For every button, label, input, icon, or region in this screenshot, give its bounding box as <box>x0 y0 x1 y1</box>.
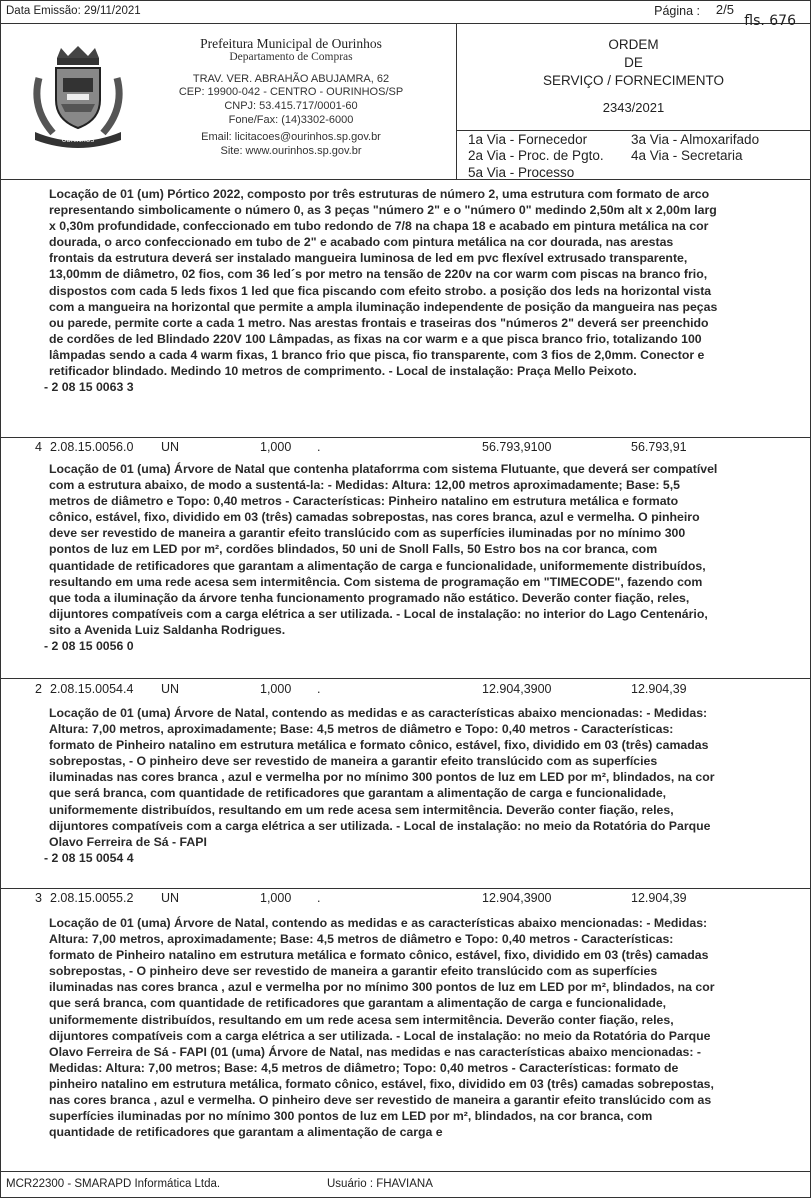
org-email: Email: licitacoes@ourinhos.sp.gov.br <box>201 130 381 143</box>
org-address-line2: CEP: 19900-042 - CENTRO - OURINHOS/SP <box>178 86 404 99</box>
item-unit-price: 12.904,3900 <box>482 891 552 905</box>
item-total: 56.793,91 <box>631 440 687 454</box>
order-number: 2343/2021 <box>602 100 665 115</box>
document-header <box>1 24 810 180</box>
org-name: Prefeitura Municipal de Ourinhos <box>200 36 382 51</box>
item-dot: . <box>317 682 321 696</box>
order-title-line2: DE <box>624 55 643 70</box>
item-description-text: Locação de 01 (uma) Árvore de Natal, contendo as medidas e as características abaixo mencionadas: - Medidas: Altura: 7,00 metros, aproximadamente; Base: 4,5 metros de diâmetro e Topo: 0,40 metros - Características: formato de Pinheiro natalino em estrutura metálica e formato cônico, estável, fixo, dividido em 03 (três) camadas sobrepostas, - O pinheiro deve ser revestido de maneira a garantir efeito translúcido com as superfícies iluminadas nas cores branca , azul e vermelha por no mínimo 300 pontos de luz em LED por m², blindados, na cor que será branca, com quantidade de retificadores que garantam a alimentação de carga e funcionalidade, uniformemente distribuídos, resultando em um rede acesa sem intermitência. Deverão conter fiação, reles, dijuntores compatíveis com a carga elétrica a ser utilizada. - Local de instalação: no meio da Rotatória do Parque Olavo Ferreira de Sá - FAPI <box>49 706 715 849</box>
via-2: 2a Via - Proc. de Pgto. <box>468 148 604 164</box>
item-seq: 4 <box>35 440 42 454</box>
item-code: - 2 08 15 0063 3 <box>44 380 134 395</box>
item-code: - 2 08 15 0054 4 <box>44 850 134 865</box>
footer-user: Usuário : FHAVIANA <box>327 1178 433 1190</box>
item-unit: UN <box>161 891 180 905</box>
organization-info <box>161 37 421 158</box>
item-product-code: 2.08.15.0055.2 <box>50 891 134 905</box>
item-description-text: Locação de 01 (uma) Árvore de Natal, contendo as medidas e as características abaixo mencionadas: - Medidas: Altura: 7,00 metros, aproximadamente; Base: 4,5 metros de diâmetro e Topo: 0,40 metros - Características: formato de Pinheiro natalino em estrutura metálica e formato cônico, estável, fixo, dividido em 03 (três) camadas sobrepostas, - O pinheiro deve ser revestido de maneira a garantir efeito translúcido com as superfícies iluminadas nas cores branca , azul e vermelha por no mínimo 300 pontos de luz em LED por m², blindados, na cor que será branca, com quantidade de retificadores que garantam a alimentação de carga e funcionalidade, uniformemente distribuídos, resultando em um rede acesa sem intermitência. Deverão conter fiação, reles, dijuntores compatíveis com a carga elétrica a ser utilizada. - Local de instalação: no meio da Rotatória do Parque Olavo Ferreira de Sá - FAPI (01 (uma) Árvore de Natal, nas medidas e nas características abaixo mencionadas: - Medidas: Altura: 7,00 metros; Base: 4,5 metros de diâmetro; Topo: 0,40 metros - Características: formato de pinheiro natalino em estrutura metálica, formato cônico, estável, fixo, dividido em 03 (três) camadas sobrepostas, nas cores branca , azul e vermelha. O pinheiro deve ser revestido de maneira a garantir efeito translúcido com as superfícies iluminadas por no mínimo 300 pontos de luz em LED por m², blindados, na cor branca, com quantidade de retificadores que garantam a alimentação de carga e <box>49 916 715 1140</box>
folio-stamp: fls. 676 <box>744 13 796 29</box>
copies-list <box>468 132 759 181</box>
page-label: Página : <box>654 4 700 18</box>
item-quantity: 1,000 <box>260 440 292 454</box>
item-seq: 3 <box>35 891 42 905</box>
via-4: 4a Via - Secretaria <box>631 148 743 164</box>
item-dot: . <box>317 440 321 454</box>
order-divider <box>457 130 810 131</box>
item-description-text: Locação de 01 (uma) Árvore de Natal que contenha plataforrma com sistema Flutuante, que deverá ser compatível com a estrutura abaixo, de modo a sustentá-la: - Medidas: Altura: 12,00 metros aproximadamente; Base: 5,5 metros de diâmetro e Topo: 0,40 metros - Características: Pinheiro natalino em estrutura metálica e formato cônico, estável, fixo, dividido em 03 (três) camadas sobrepostas, nas cores branca, azul e vermelha. O pinheiro deve ser revestido de maneira a garantir efeito translúcido com as superfícies iluminadas por no mínimo 300 pontos de luz em LED por m², cordões blindados, 50 uni de Snoll Falls, 50 Estro bos na cor branca, com quantidade de retificadores que garantam a alimentação de carga e funcionalidade, uniformemente distribuídos, resultando em uma rede acesa sem intermitência. Com sistema de programação em "TIMECODE", fazendo com que toda a iluminação da árvore tenha funcionamento programado não estático. Deverão conter fiação, reles, dijuntores compatíveis com a carga elétrica a ser utilizada. - Local de instalação: no interior do Lago Centenário, sito a Avenida Luiz Saldanha Rodrigues. <box>49 462 718 637</box>
item-code: - 2 08 15 0056 0 <box>44 639 134 654</box>
item-separator <box>1 888 810 889</box>
via-5: 5a Via - Processo <box>468 164 575 180</box>
item-description <box>44 461 721 654</box>
item-description-continued <box>44 186 721 395</box>
order-title-box <box>457 36 810 117</box>
via-3: 3a Via - Almoxarifado <box>631 132 760 147</box>
org-department: Departamento de Compras <box>229 50 353 63</box>
order-title-line1: ORDEM <box>608 37 659 52</box>
order-title-line3: SERVIÇO / FORNECIMENTO <box>542 73 725 88</box>
item-description <box>44 705 721 866</box>
document-footer <box>1 1171 810 1198</box>
item-separator <box>1 678 810 679</box>
org-address-line1: TRAV. VER. ABRAHÃO ABUJAMRA, 62 <box>192 72 390 85</box>
item-quantity: 1,000 <box>260 682 292 696</box>
item-quantity: 1,000 <box>260 891 292 905</box>
footer-system: MCR22300 - SMARAPD Informática Ltda. <box>6 1178 221 1190</box>
org-site: Site: www.ourinhos.sp.gov.br <box>220 144 362 157</box>
item-product-code: 2.08.15.0054.4 <box>50 682 134 696</box>
item-total: 12.904,39 <box>631 682 687 696</box>
top-bar <box>1 1 810 29</box>
item-description <box>49 915 721 1140</box>
item-unit-price: 56.793,9100 <box>482 440 552 454</box>
emission-date: Data Emissão: 29/11/2021 <box>6 5 141 17</box>
item-product-code: 2.08.15.0056.0 <box>50 440 134 454</box>
city-crest-logo <box>23 38 133 148</box>
org-cnpj: CNPJ: 53.415.717/0001-60 <box>224 100 358 113</box>
crest-ribbon-text: OURINHOS <box>61 137 95 144</box>
org-phone: Fone/Fax: (14)3302-6000 <box>228 113 354 126</box>
item-separator <box>1 437 810 438</box>
item-description-text: Locação de 01 (um) Pórtico 2022, composto por três estruturas de número 2, uma estrutura com formato de arco representando simbolicamente o número 0, as 3 peças "número 2" e o "número 0" medindo 2,50m alt x 2,00m larg x 0,30m profundidade, confeccionado em tubo redondo de 7/8 na chapa 18 e acabado em pintura metálica na cor dourada, o arco confeccionado em tubo de 2" e acabado com pintura metálica na cor dourada, nas arestas frontais da estrutura deverá ser instalado mangueira luminosa de led em pvc flexível extrusado transparente, 13,00mm de diâmetro, 02 fios, com 36 led´s por metro na tensão de 220v na cor warm com piscas na branco frio, dispostos com cada 5 leds fixos 1 led que fica piscando com efeito strobo. a posição dos leds na horizontal vista com a mangueira na horizontal que permite a ampla iluminação independente de posição da mangueira nas peças ou parede, permite corte a cada 1 metro. Nas arestas frontais e traseiras dos "números 2" deverá ser preenchido de cordões de led Blindado 220V 100 Lâmpadas, as fixas na cor warm e a que pisca branco frio, totalizando 100 lâmpadas sendo a cada 4 warm fixas, 1 branco frio que pisca, fio transparente, com 3 fios de 2,0mm. Conector e retificador blindado. Medindo 10 metros de comprimento. - Local de instalação: Praça Mello Peixoto. <box>49 187 718 379</box>
item-unit-price: 12.904,3900 <box>482 682 552 696</box>
item-unit: UN <box>161 682 180 696</box>
item-dot: . <box>317 891 321 905</box>
page-number: 2/5 <box>715 2 734 17</box>
via-1: 1a Via - Fornecedor <box>468 132 588 147</box>
item-total: 12.904,39 <box>631 891 687 905</box>
item-unit: UN <box>161 440 180 454</box>
item-seq: 2 <box>35 682 42 696</box>
